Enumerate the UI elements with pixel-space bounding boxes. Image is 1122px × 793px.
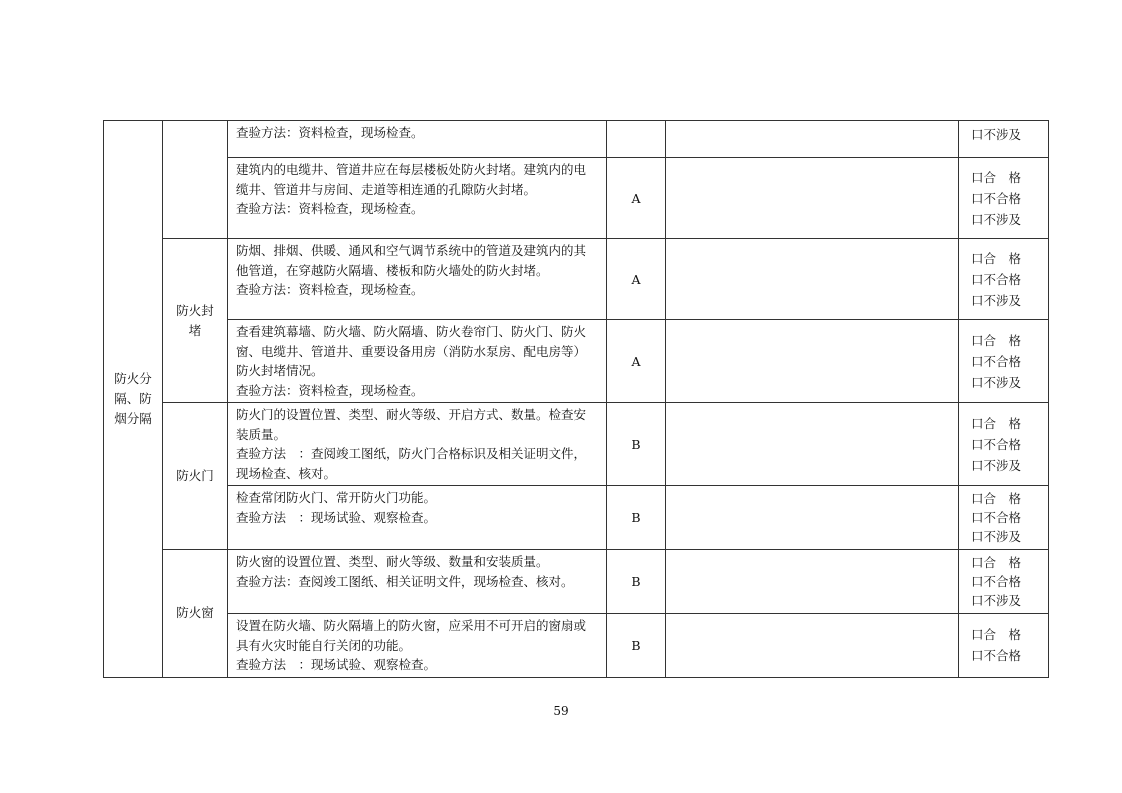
grade-cell: A — [607, 158, 666, 239]
result-cell — [666, 121, 959, 158]
table-row — [104, 239, 1049, 320]
option-pass[interactable]: 口合 格 — [971, 169, 1022, 185]
option-fail[interactable]: 口不合格 — [971, 271, 1022, 287]
inspection-table — [103, 120, 1049, 678]
subcategory-cell — [163, 239, 228, 403]
option-fail[interactable]: 口不合格 — [971, 574, 1022, 589]
result-cell — [666, 614, 959, 678]
result-cell — [666, 403, 959, 486]
option-not-applicable[interactable]: 口不涉及 — [971, 127, 1022, 142]
option-not-applicable[interactable]: 口不涉及 — [971, 529, 1022, 544]
result-cell — [666, 320, 959, 403]
content-requirement: 防火门的设置位置、类型、耐火等级、开启方式、数量。检查安装质量。 — [236, 407, 587, 442]
options-cell — [959, 121, 1049, 158]
content-cell — [228, 550, 607, 614]
content-line: 查验方法：资料检查，现场检查。 — [236, 125, 424, 140]
content-cell — [228, 486, 607, 550]
grade-cell: B — [607, 614, 666, 678]
page-number: 59 — [553, 704, 569, 718]
option-pass[interactable]: 口合 格 — [971, 627, 1022, 643]
category-label: 防火分 隔、防 烟分隔 — [114, 370, 152, 426]
table-row — [104, 320, 1049, 403]
subcategory-fire-seal: 防火封 堵 — [176, 302, 214, 338]
table-row — [104, 486, 1049, 550]
content-requirement: 检查常闭防火门、常开防火门功能。 — [236, 490, 437, 505]
option-not-applicable[interactable]: 口不涉及 — [971, 593, 1022, 608]
option-not-applicable[interactable]: 口不涉及 — [971, 211, 1022, 227]
content-cell — [228, 403, 607, 486]
options-cell — [959, 158, 1049, 239]
content-cell — [228, 158, 607, 239]
content-requirement: 防火窗的设置位置、类型、耐火等级、数量和安装质量。 — [236, 554, 549, 569]
table-row — [104, 403, 1049, 486]
option-pass[interactable]: 口合 格 — [971, 415, 1022, 431]
options-cell — [959, 403, 1049, 486]
table-row — [104, 158, 1049, 239]
content-method: 查验方法 ：现场试验、观察检查。 — [236, 509, 437, 525]
content-requirement: 建筑内的电缆井、管道井应在每层楼板处防火封堵。建筑内的电缆井、管道井与房间、走道等相连通的孔隙防火封堵。 — [236, 162, 587, 197]
content-requirement: 设置在防火墙、防火隔墙上的防火窗，应采用不可开启的窗扇或具有火灾时能自行关闭的功能。 — [236, 618, 587, 653]
category-cell — [104, 121, 163, 678]
content-cell — [228, 614, 607, 678]
content-requirement: 防烟、排烟、供暖、通风和空气调节系统中的管道及建筑内的其他管道，在穿越防火隔墙、楼板和防火墙处的防火封堵。 — [236, 243, 587, 278]
options-cell — [959, 239, 1049, 320]
option-fail[interactable]: 口不合格 — [971, 190, 1022, 206]
result-cell — [666, 550, 959, 614]
grade-cell — [607, 121, 666, 158]
table-row — [104, 121, 1049, 158]
table-row — [104, 614, 1049, 678]
subcategory-fire-door: 防火门 — [176, 468, 214, 483]
content-cell — [228, 239, 607, 320]
option-fail[interactable]: 口不合格 — [971, 353, 1022, 369]
options-cell — [959, 550, 1049, 614]
subcategory-fire-window: 防火窗 — [176, 605, 214, 621]
grade-cell: A — [607, 320, 666, 403]
subcategory-cell-blank — [163, 121, 228, 239]
grade-cell: B — [607, 550, 666, 614]
option-pass[interactable]: 口合 格 — [971, 332, 1022, 348]
result-cell — [666, 486, 959, 550]
grade-cell: B — [607, 403, 666, 486]
table-row — [104, 550, 1049, 614]
option-pass[interactable]: 口合 格 — [971, 491, 1022, 506]
content-method: 查验方法：查阅竣工图纸、相关证明文件，现场检查、核对。 — [236, 573, 574, 589]
subcategory-cell — [163, 403, 228, 550]
grade-cell: B — [607, 486, 666, 550]
content-cell — [228, 320, 607, 403]
content-requirement: 查看建筑幕墙、防火墙、防火隔墙、防火卷帘门、防火门、防火窗、电缆井、管道井、重要设备用房（消防水泵房、配电房等）防火封堵情况。 — [236, 324, 587, 378]
content-method: 查验方法：资料检查，现场检查。 — [236, 382, 424, 398]
content-method: 查验方法 ：查阅竣工图纸，防火门合格标识及相关证明文件，现场检查、核对。 — [236, 446, 587, 481]
result-cell — [666, 158, 959, 239]
option-not-applicable[interactable]: 口不涉及 — [971, 374, 1022, 390]
option-not-applicable[interactable]: 口不涉及 — [971, 292, 1022, 308]
content-method: 查验方法：资料检查，现场检查。 — [236, 282, 424, 297]
content-method: 查验方法 ：现场试验、观察检查。 — [236, 657, 437, 672]
options-cell — [959, 320, 1049, 403]
grade-cell: A — [607, 239, 666, 320]
content-method: 查验方法：资料检查，现场检查。 — [236, 201, 424, 216]
result-cell — [666, 239, 959, 320]
options-cell — [959, 614, 1049, 678]
option-fail[interactable]: 口不合格 — [971, 436, 1022, 452]
option-not-applicable[interactable]: 口不涉及 — [971, 457, 1022, 473]
options-cell — [959, 486, 1049, 550]
option-fail[interactable]: 口不合格 — [971, 510, 1022, 525]
subcategory-cell — [163, 550, 228, 678]
content-cell — [228, 121, 607, 158]
option-pass[interactable]: 口合 格 — [971, 250, 1022, 266]
option-fail[interactable]: 口不合格 — [971, 648, 1022, 664]
option-pass[interactable]: 口合 格 — [971, 555, 1022, 570]
